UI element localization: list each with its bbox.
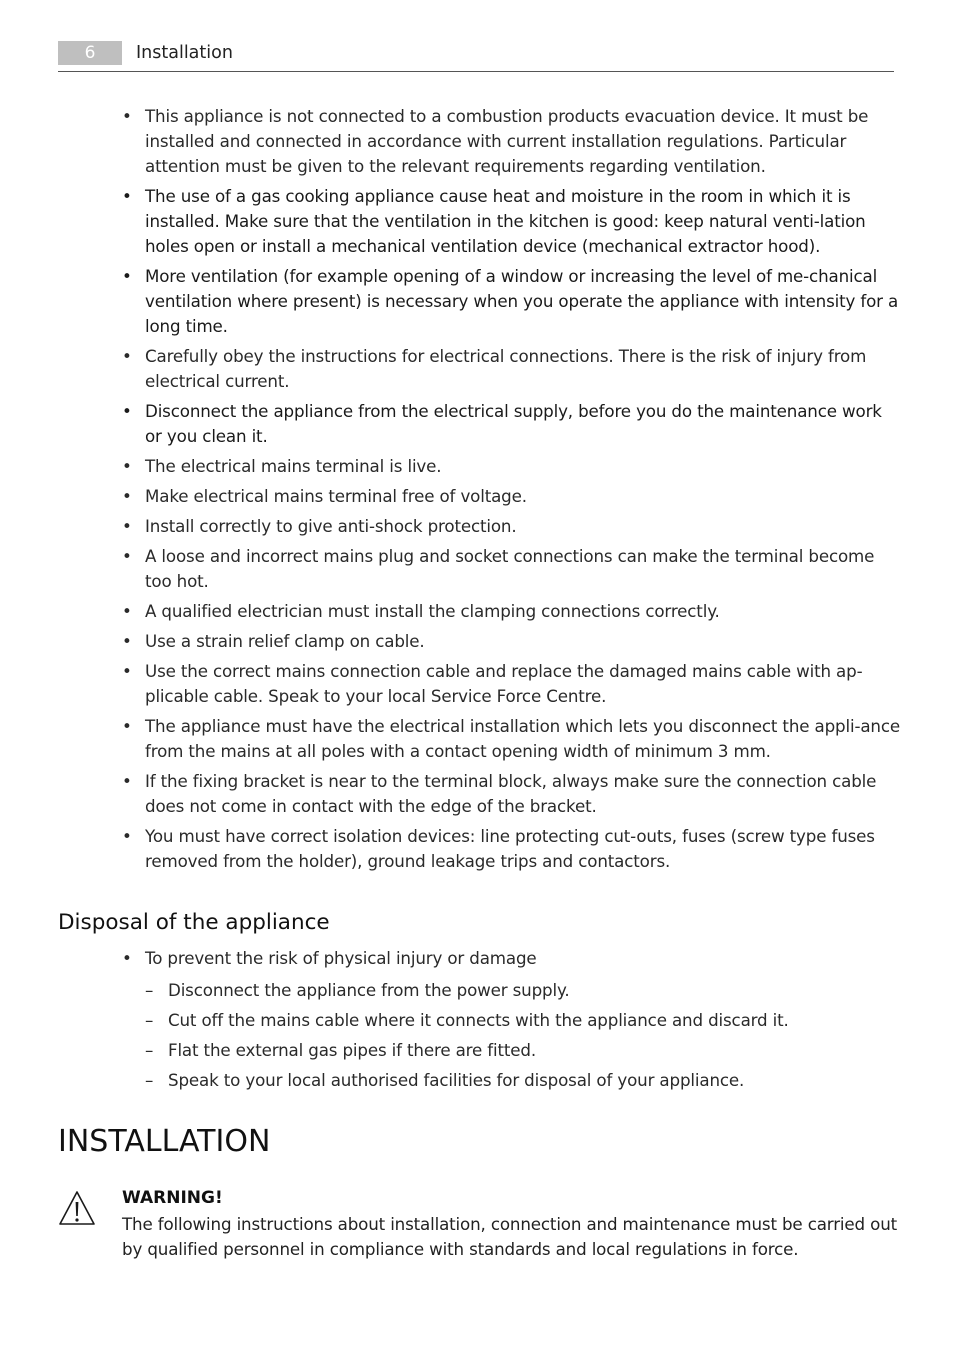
list-item: • A loose and incorrect mains plug and socket connections can make the terminal become too hot. bbox=[122, 546, 875, 591]
list-item: • This appliance is not connected to a combustion products evacuation device. It must be installed and connected in accordance with current installation regulations. Particular attention must be given to the relevant requirements regarding ventilation. bbox=[122, 106, 869, 176]
list-item: • Disconnect the appliance from the electrical supply, before you do the maintenance work or you clean it. bbox=[122, 401, 882, 446]
list-item: • Make electrical mains terminal free of voltage. bbox=[122, 486, 527, 506]
page-header bbox=[58, 40, 894, 72]
list-item: • Use a strain relief clamp on cable. bbox=[122, 631, 425, 651]
list-item: • More ventilation (for example opening of a window or increasing the level of me-chanical ventilation where present) is necessary when you operate the appliance with intensity for a long time. bbox=[122, 266, 899, 336]
list-item: • Use the correct mains connection cable and replace the damaged mains cable with ap-plicable cable. Speak to your local Service Force Centre. bbox=[122, 661, 863, 706]
list-item: • The electrical mains terminal is live. bbox=[122, 456, 442, 476]
disposal-steps bbox=[145, 978, 905, 1098]
list-item: • Install correctly to give anti-shock protection. bbox=[122, 516, 517, 536]
list-item: • The use of a gas cooking appliance cause heat and moisture in the room in which it is installed. Make sure that the ventilation in the kitchen is good: keep natural venti-lation holes open or install a mechanical ventilation device (mechanical extractor hood). bbox=[122, 186, 866, 256]
page-number: 6 bbox=[58, 41, 122, 65]
list-item: • To prevent the risk of physical injury or damage bbox=[122, 948, 537, 968]
warning-title: WARNING! bbox=[122, 1188, 223, 1208]
disposal-list bbox=[122, 946, 902, 971]
safety-bullet-list bbox=[122, 104, 902, 879]
list-item: – Disconnect the appliance from the power supply. bbox=[145, 980, 570, 1000]
warning-text: The following instructions about installation, connection and maintenance must be carried out by qualified personnel in compliance with standards and local regulations in force. bbox=[122, 1214, 898, 1259]
list-item: – Flat the external gas pipes if there are fitted. bbox=[145, 1040, 536, 1060]
list-item: • You must have correct isolation devices: line protecting cut-outs, fuses (screw type fuses removed from the holder), ground leakage trips and contactors. bbox=[122, 826, 875, 871]
list-item: • A qualified electrician must install the clamping connections correctly. bbox=[122, 601, 720, 621]
header-title: Installation bbox=[136, 43, 233, 63]
warning-triangle-icon bbox=[58, 1190, 96, 1226]
list-item: • The appliance must have the electrical installation which lets you disconnect the appli-ance from the mains at all poles with a contact opening width of minimum 3 mm. bbox=[122, 716, 900, 761]
list-item: – Speak to your local authorised facilities for disposal of your appliance. bbox=[145, 1070, 745, 1090]
list-item: • If the fixing bracket is near to the terminal block, always make sure the connection cable does not come in contact with the edge of the bracket. bbox=[122, 771, 877, 816]
list-item: • Carefully obey the instructions for electrical connections. There is the risk of injury from electrical current. bbox=[122, 346, 867, 391]
list-item: – Cut off the mains cable where it connects with the appliance and discard it. bbox=[145, 1010, 789, 1030]
disposal-heading: Disposal of the appliance bbox=[58, 910, 330, 935]
installation-heading: INSTALLATION bbox=[58, 1124, 271, 1159]
